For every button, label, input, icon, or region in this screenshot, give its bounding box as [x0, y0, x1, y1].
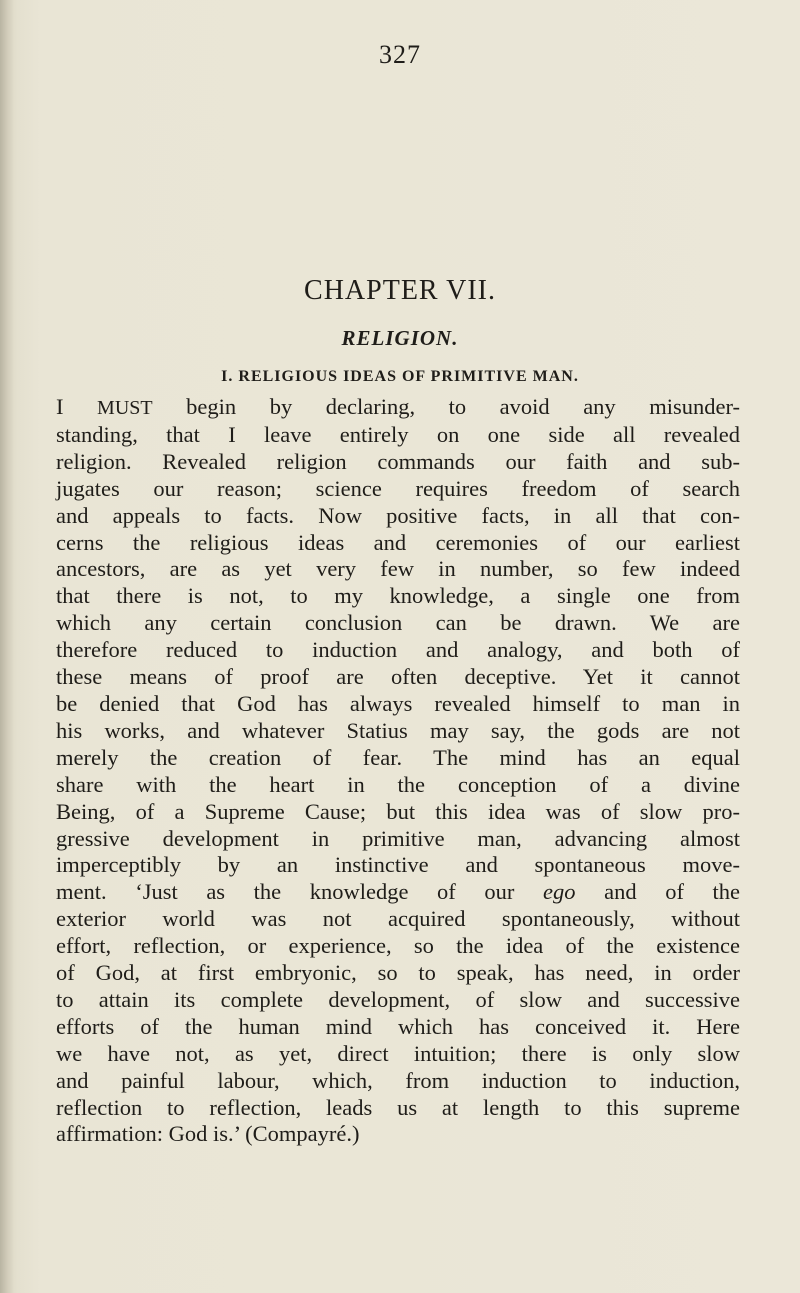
text-line-16: Being, of a Supreme Cause; but this idea was of slow pro- — [56, 798, 740, 824]
text-line-11: these means of proof are often deceptive. Yet it cannot — [56, 664, 740, 690]
page-number: 327 — [379, 40, 421, 69]
italic-word-ego: ego — [543, 879, 576, 905]
text-line-6: cerns the religious ideas and ceremonies of our earliest — [56, 529, 740, 555]
text-line-15: share with the heart in the conception of a divine — [56, 771, 740, 797]
subsection-title: I. RELIGIOUS IDEAS OF PRIMITIVE MAN. — [221, 368, 579, 385]
text-line-20: exterior world was not acquired spontaneously, without — [56, 906, 740, 932]
text-line-13: his works, and whatever Statius may say, the gods are not — [56, 717, 740, 743]
text-line-9: which any certain conclusion can be drawn. We are — [56, 610, 740, 636]
text-line-2: standing, that I leave entirely on one side all revealed — [56, 421, 740, 447]
opening-smallcaps: MUST — [97, 397, 153, 419]
page-gutter-shadow — [0, 0, 14, 1293]
text-line-21: effort, reflection, or experience, so the idea of the existence — [56, 933, 740, 959]
text-line-24: efforts of the human mind which has conceived it. Here — [56, 1013, 740, 1039]
text-line-18: imperceptibly by an instinctive and spontaneous move- — [56, 852, 740, 878]
text-line-22: of God, at first embryonic, so to speak, has need, in order — [56, 960, 740, 986]
text-line-12: be denied that God has always revealed himself to man in — [56, 690, 740, 716]
text-line-28: affirmation: God is.’ (Compayré.) — [56, 1121, 360, 1147]
text-line-25: we have not, as yet, direct intuition; there is only slow — [56, 1040, 740, 1066]
text-line-1 — [56, 394, 740, 422]
text-line-7: ancestors, are as yet very few in number, so few indeed — [56, 556, 740, 582]
body-paragraph — [56, 394, 740, 1148]
text-line-17: gressive development in primitive man, advancing almost — [56, 825, 740, 851]
text-line-19-b: and of the — [604, 879, 741, 905]
text-line-14: merely the creation of fear. The mind has an equal — [56, 744, 740, 770]
text-line-8: that there is not, to my knowledge, a single one from — [56, 583, 740, 609]
text-line-19 — [56, 879, 740, 906]
text-line-1-rest: begin by declaring, to avoid any misunder- — [186, 394, 741, 419]
text-line-4: jugates our reason; science requires freedom of search — [56, 475, 740, 501]
text-line-26: and painful labour, which, from induction to induction, — [56, 1067, 740, 1093]
section-title: RELIGION. — [341, 326, 459, 350]
text-line-23: to attain its complete development, of slow and successive — [56, 986, 740, 1012]
text-line-3: religion. Revealed religion commands our faith and sub- — [56, 448, 740, 474]
text-line-5: and appeals to facts. Now positive facts, in all that con- — [56, 502, 740, 528]
text-line-27: reflection to reflection, leads us at length to this supreme — [56, 1094, 740, 1120]
opening-letter: I — [56, 394, 64, 419]
text-line-19-a: ment. ‘Just as the knowledge of our — [56, 879, 515, 905]
chapter-title: CHAPTER VII. — [304, 275, 496, 306]
text-line-10: therefore reduced to induction and analogy, and both of — [56, 637, 740, 663]
